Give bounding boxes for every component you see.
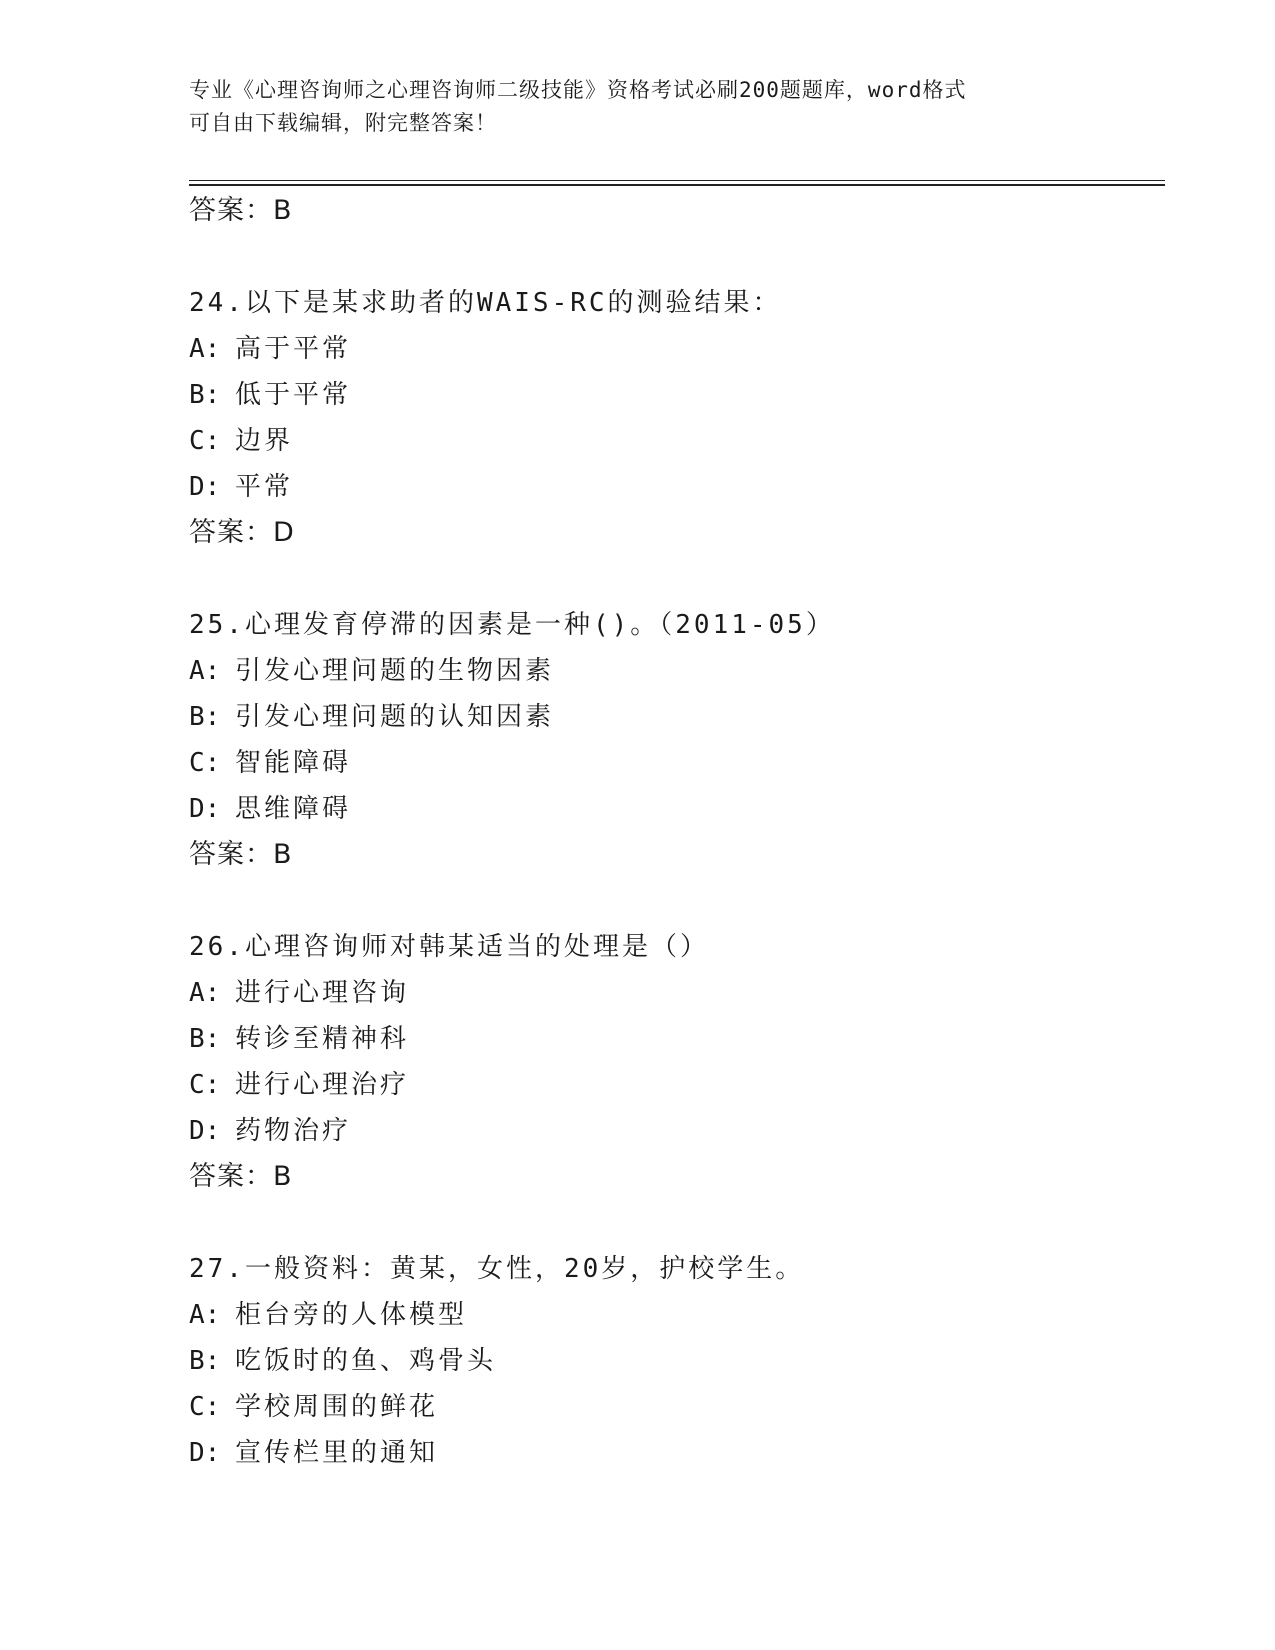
option-letter: A: — [189, 1300, 221, 1330]
option-text: 低于平常 — [235, 380, 352, 410]
option-letter: C: — [189, 1392, 221, 1422]
answer-line: 答案：B — [189, 195, 293, 226]
option-text: 平常 — [235, 472, 294, 502]
option-d — [189, 1108, 1169, 1154]
question-block — [189, 924, 1169, 1200]
option-text: 引发心理问题的生物因素 — [235, 656, 555, 686]
option-d — [189, 1430, 1169, 1476]
header-line-2: 可自由下载编辑，附完整答案！ — [189, 111, 497, 135]
option-text: 引发心理问题的认知因素 — [235, 702, 555, 732]
option-c — [189, 740, 1169, 786]
option-letter: C: — [189, 748, 221, 778]
option-letter: A: — [189, 656, 221, 686]
option-b — [189, 1016, 1169, 1062]
option-d — [189, 464, 1169, 510]
spacer — [189, 878, 1169, 924]
option-c — [189, 418, 1169, 464]
option-text: 进行心理治疗 — [235, 1070, 410, 1100]
option-text: 宣传栏里的通知 — [235, 1438, 439, 1468]
answer-line: 答案：B — [189, 1161, 293, 1192]
option-b — [189, 694, 1169, 740]
option-letter: B: — [189, 1346, 221, 1376]
spacer — [189, 1200, 1169, 1246]
option-letter: C: — [189, 426, 221, 456]
option-text: 转诊至精神科 — [235, 1024, 410, 1054]
question-text: 24.以下是某求助者的WAIS-RC的测验结果： — [189, 288, 782, 318]
option-letter: D: — [189, 794, 221, 824]
option-a — [189, 970, 1169, 1016]
option-a — [189, 648, 1169, 694]
option-letter: A: — [189, 978, 221, 1008]
option-letter: B: — [189, 380, 221, 410]
option-text: 思维障碍 — [235, 794, 352, 824]
header-line-1: 专业《心理咨询师之心理咨询师二级技能》资格考试必刷200题题库，word格式 — [189, 78, 967, 102]
option-text: 边界 — [235, 426, 294, 456]
option-letter: D: — [189, 472, 221, 502]
option-b — [189, 1338, 1169, 1384]
option-c — [189, 1384, 1169, 1430]
question-text: 26.心理咨询师对韩某适当的处理是（） — [189, 932, 709, 962]
option-text: 学校周围的鲜花 — [235, 1392, 439, 1422]
question-block — [189, 280, 1169, 556]
option-text: 智能障碍 — [235, 748, 352, 778]
option-c — [189, 1062, 1169, 1108]
question-list — [189, 188, 1169, 1476]
header-divider-thick — [189, 184, 1165, 186]
option-b — [189, 372, 1169, 418]
option-text: 药物治疗 — [235, 1116, 352, 1146]
option-text: 进行心理咨询 — [235, 978, 410, 1008]
option-letter: C: — [189, 1070, 221, 1100]
header-divider-thin — [189, 180, 1165, 181]
spacer — [189, 556, 1169, 602]
option-a — [189, 1292, 1169, 1338]
option-text: 吃饭时的鱼、鸡骨头 — [235, 1346, 497, 1376]
option-letter: B: — [189, 1024, 221, 1054]
option-text: 高于平常 — [235, 334, 352, 364]
answer-line: 答案：B — [189, 839, 293, 870]
option-letter: D: — [189, 1116, 221, 1146]
document-header — [189, 74, 1089, 140]
question-block — [189, 602, 1169, 878]
option-a — [189, 326, 1169, 372]
option-letter: D: — [189, 1438, 221, 1468]
option-letter: A: — [189, 334, 221, 364]
option-text: 柜台旁的人体模型 — [235, 1300, 468, 1330]
answer-line: 答案：D — [189, 517, 295, 548]
spacer — [189, 234, 1169, 280]
option-letter: B: — [189, 702, 221, 732]
option-d — [189, 786, 1169, 832]
question-block — [189, 1246, 1169, 1476]
question-text: 27.一般资料：黄某，女性，20岁，护校学生。 — [189, 1254, 805, 1284]
question-text: 25.心理发育停滞的因素是一种()。（2011-05） — [189, 610, 835, 640]
